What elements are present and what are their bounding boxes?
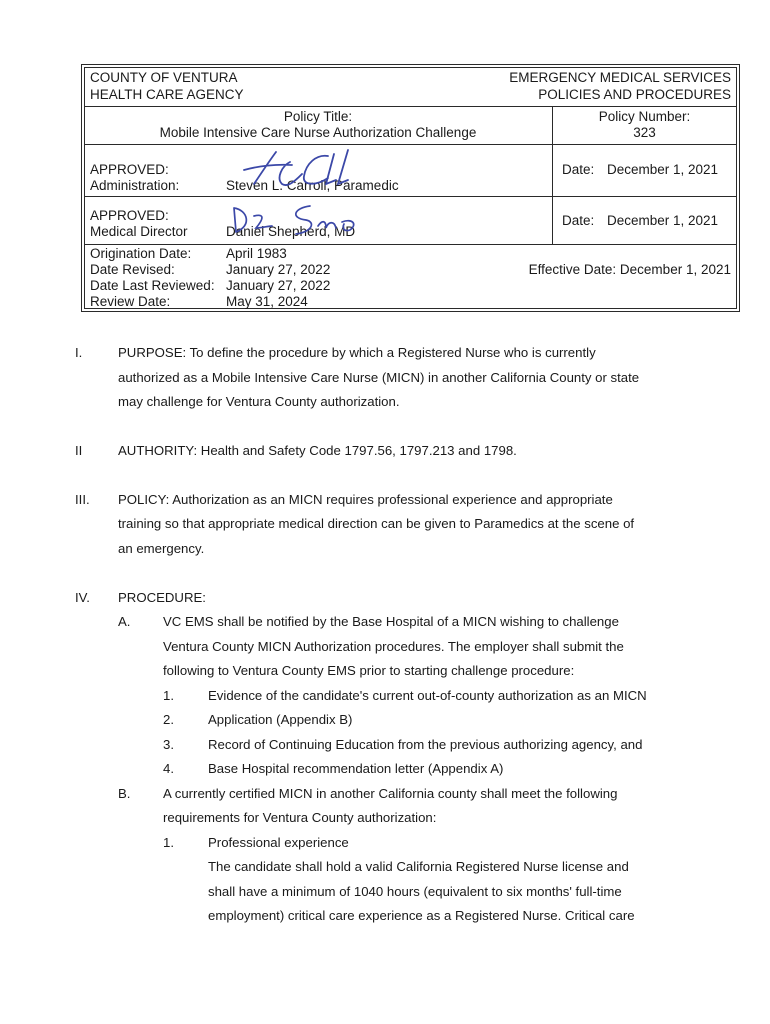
date-last-reviewed-label: Date Last Reviewed: — [90, 278, 215, 293]
purpose-text: PURPOSE: To define the procedure by which a Registered Nurse who is currently — [118, 345, 596, 360]
list-item: Base Hospital recommendation letter (Appendix A) — [208, 761, 504, 776]
agency-name: HEALTH CARE AGENCY — [90, 87, 244, 102]
subsection-text: VC EMS shall be notified by the Base Hospital of a MICN wishing to challenge — [163, 614, 619, 629]
list-item: Evidence of the candidate's current out-of-county authorization as an MICN — [208, 688, 647, 703]
review-date-label: Review Date: — [90, 294, 171, 309]
approver-name: Steven L. Carroll, Paramedic — [226, 178, 399, 193]
purpose-text: may challenge for Ventura County authorization. — [118, 394, 400, 409]
approval-date: December 1, 2021 — [607, 213, 719, 228]
subsection-text: requirements for Ventura County authorization: — [163, 810, 437, 825]
header-divider — [84, 144, 737, 145]
procedure-heading: PROCEDURE: — [118, 590, 206, 605]
section-number: I. — [75, 345, 83, 360]
list-item-number: 3. — [163, 737, 174, 752]
policy-text: an emergency. — [118, 541, 205, 556]
policy-number: 323 — [633, 125, 656, 140]
list-item-number: 2. — [163, 712, 174, 727]
effective-date: Effective Date: December 1, 2021 — [528, 262, 731, 277]
policy-number-label: Policy Number: — [598, 109, 691, 124]
authority-text: AUTHORITY: Health and Safety Code 1797.56, 1797.213 and 1798. — [118, 443, 517, 458]
section-number: II — [75, 443, 83, 458]
origination-date-label: Origination Date: — [90, 246, 192, 261]
section-number: III. — [75, 492, 90, 507]
approval-role: Medical Director — [90, 224, 188, 239]
review-date: May 31, 2024 — [226, 294, 308, 309]
approval-role: Administration: — [90, 178, 180, 193]
date-revised: January 27, 2022 — [226, 262, 331, 277]
purpose-text: authorized as a Mobile Intensive Care Nurse (MICN) in another California County or state — [118, 370, 640, 385]
subsection-text: following to Ventura County EMS prior to starting challenge procedure: — [163, 663, 575, 678]
approval-label: APPROVED: — [90, 208, 169, 223]
policy-title: Mobile Intensive Care Nurse Authorization Challenge — [159, 125, 477, 140]
policy-text: POLICY: Authorization as an MICN requires professional experience and appropriate — [118, 492, 613, 507]
list-item: Record of Continuing Education from the previous authorizing agency, and — [208, 737, 643, 752]
list-item-text: employment) critical care experience as a Registered Nurse. Critical care — [208, 908, 635, 923]
list-item-number: 4. — [163, 761, 174, 776]
subsection-letter: A. — [118, 614, 131, 629]
approval-date-label: Date: — [562, 213, 595, 228]
subsection-letter: B. — [118, 786, 131, 801]
approval-label: APPROVED: — [90, 162, 169, 177]
list-item-text: shall have a minimum of 1040 hours (equivalent to six months' full-time — [208, 884, 622, 899]
policy-title-label: Policy Title: — [283, 109, 353, 124]
date-last-reviewed: January 27, 2022 — [226, 278, 331, 293]
header-divider — [84, 106, 737, 107]
document-type: POLICIES AND PROCEDURES — [538, 87, 731, 102]
list-item-number: 1. — [163, 835, 174, 850]
approval-date-label: Date: — [562, 162, 595, 177]
policy-text: training so that appropriate medical direction can be given to Paramedics at the scene of — [118, 516, 635, 531]
section-number: IV. — [75, 590, 90, 605]
subsection-text: Ventura County MICN Authorization procedures. The employer shall submit the — [163, 639, 624, 654]
list-item-heading: Professional experience — [208, 835, 349, 850]
list-item-number: 1. — [163, 688, 174, 703]
signature-shepherd — [226, 198, 386, 244]
county-name: COUNTY OF VENTURA — [90, 70, 238, 85]
list-item: Application (Appendix B) — [208, 712, 353, 727]
date-revised-label: Date Revised: — [90, 262, 175, 277]
origination-date: April 1983 — [226, 246, 287, 261]
signature-carroll — [236, 144, 386, 196]
approver-name: Daniel Shepherd, MD — [226, 224, 356, 239]
header-divider — [84, 244, 737, 245]
department-name: EMERGENCY MEDICAL SERVICES — [509, 70, 731, 85]
header-divider — [84, 196, 737, 197]
subsection-text: A currently certified MICN in another California county shall meet the following — [163, 786, 618, 801]
list-item-text: The candidate shall hold a valid California Registered Nurse license and — [208, 859, 629, 874]
approval-date: December 1, 2021 — [607, 162, 719, 177]
